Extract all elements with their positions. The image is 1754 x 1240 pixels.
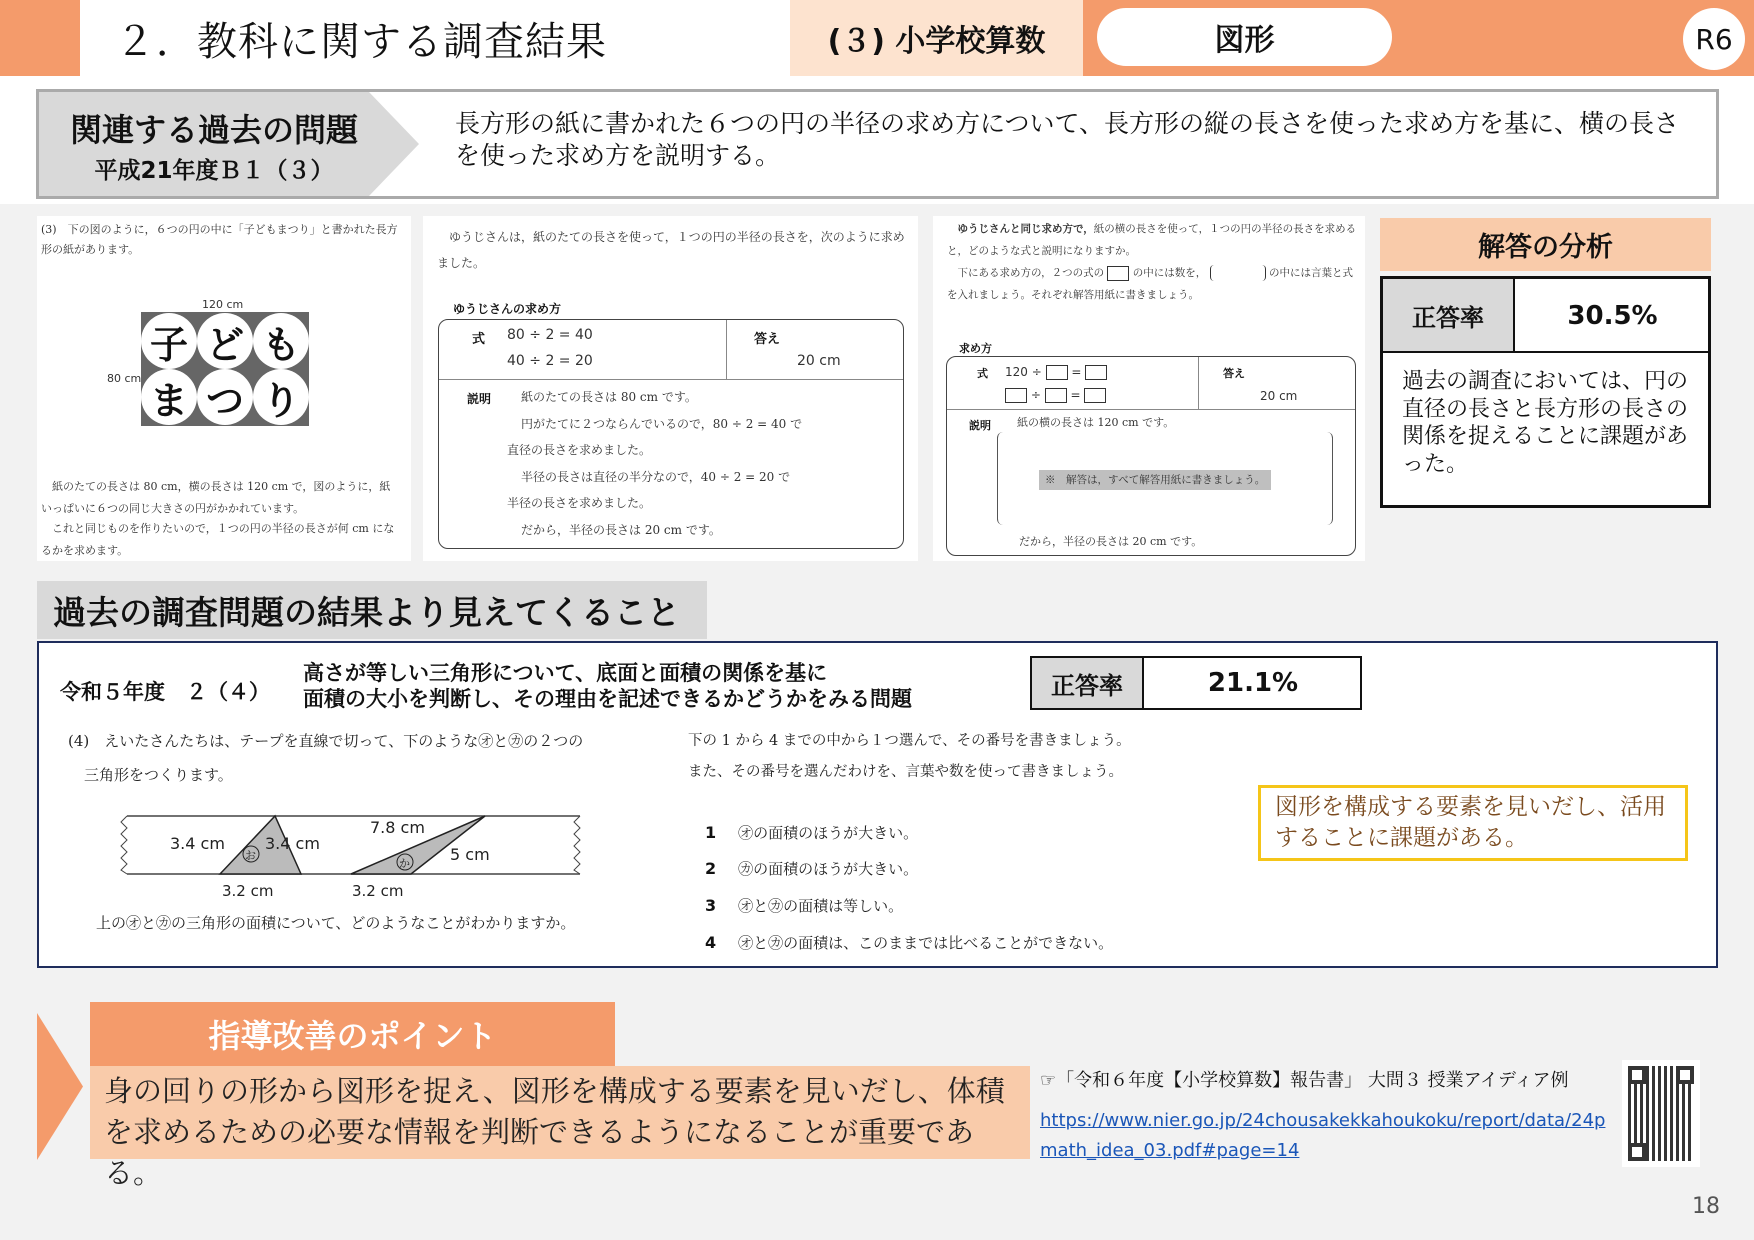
explain-line: だから，半径の長さは 20 cm です。: [521, 523, 721, 537]
method-title: ゆうじさんの求め方: [453, 302, 562, 316]
past-item-description: 高さが等しい三角形について、底面と面積の関係を基に 面積の大小を判断し、その理由を記述できるかどうかをみる問題: [303, 661, 912, 711]
scan-panel-yuji-method: [423, 216, 918, 561]
task-explain-last: だから，半径の長さは 20 cm です。: [1019, 535, 1203, 548]
circle-char: も: [253, 313, 309, 369]
explain-line: 紙のたての長さは 80 cm です。: [521, 390, 697, 404]
svg-text:お: お: [245, 849, 256, 862]
number-blank-icon: [1107, 266, 1129, 281]
answer-blank-icon: [1084, 388, 1106, 403]
svg-text:5 cm: 5 cm: [450, 845, 490, 864]
past-instruction-1: 下の 1 から 4 までの中から１つ選んで、その番号を書きましょう。: [688, 733, 1131, 749]
method-box: [438, 319, 904, 549]
task-instruction-1: 下にある求め方の，２つの式の: [957, 267, 1105, 279]
past-rate-label: 正答率: [1032, 658, 1144, 708]
circle-char: ど: [197, 313, 253, 369]
svg-text:3.2 cm: 3.2 cm: [352, 882, 404, 898]
subject-label: (３) 小学校算数: [790, 0, 1083, 76]
problem-intro: (3) 下の図のように，６つの円の中に「子どもまつり」と書かれた長方形の紙があります。: [41, 223, 398, 256]
formula-2: 40 ÷ 2 = 20: [507, 353, 593, 369]
answer-sheet-note: ※ 解答は，すべて解答用紙に書きましょう。: [1039, 470, 1271, 490]
task-answer-label: 答え: [1223, 367, 1245, 380]
choice-list: [705, 822, 1113, 969]
task-explain-label: 説明: [969, 419, 991, 432]
choice-item: 1 ㋔の面積のほうが大きい。: [705, 823, 919, 842]
past-item-year: 令和５年度 ２（４）: [60, 680, 270, 704]
task-instruction-3: の中には言葉と式を入れましょう。それぞれ解答用紙に書きましょう。: [947, 267, 1353, 301]
svg-text:3.2 cm: 3.2 cm: [222, 882, 274, 898]
category-pill: 図形: [1097, 8, 1392, 66]
circles-figure: [141, 312, 309, 426]
reference-link[interactable]: https://www.nier.go.jp/24chousakekkahoukoku/report/data/24pmath_idea_03.pdf#page=14: [1040, 1110, 1606, 1161]
issue-callout: 図形を構成する要素を見いだし、活用することに課題がある。: [1258, 785, 1688, 861]
correct-rate-value: 30.5%: [1567, 300, 1658, 331]
task-method-box: 式 120 ÷ = ÷ = 答え 20 cm 説明 紙の横の長さは 120 cm です。 ※ 解答は，すべて解答用紙に書きましょう。 だから，半径の長さは 20 cm です。: [946, 356, 1356, 556]
page-title: ２．教科に関する調査結果: [115, 19, 607, 65]
improvement-body: 身の回りの形から図形を捉え、図形を構成する要素を見いだし、体積を求めるための必要な情報を判断できるようになることが重要である。: [90, 1066, 1030, 1159]
yuji-intro: ゆうじさんは，紙のたての長さを使って，１つの円の半径の長さを，次のように求めました。: [437, 230, 905, 270]
answer-blank-icon: [1045, 388, 1067, 403]
svg-text:7.8 cm: 7.8 cm: [370, 818, 425, 837]
task-intro: 紙の横の長さを使って，１つの円の半径の長さを求めると，どのような式と説明になりますか。: [947, 223, 1357, 257]
task-explain-first: 紙の横の長さは 120 cm です。: [1017, 416, 1175, 429]
scan-panel-problem: [37, 216, 411, 561]
choice-item: 4 ㋔と㋕の面積は、このままでは比べることができない。: [705, 933, 1114, 952]
improvement-title: 指導改善のポイント: [90, 1002, 615, 1066]
explain-line: 円がたてに２つならんでいるので，80 ÷ 2 = 40 で: [521, 417, 803, 431]
answer-label: 答え: [754, 332, 781, 347]
past-results-heading: 過去の調査問題の結果より見えてくること: [37, 581, 707, 639]
past-question-line-2: 三角形をつくります。: [84, 766, 233, 784]
past-question-line-3: 上の㋔と㋕の三角形の面積について、どのようなことがわかりますか。: [96, 914, 576, 932]
problem-body-2: これと同じものを作りたいので，１つの円の半径の長さが何 cm になるかを求めます。: [41, 522, 395, 557]
task-answer-value: 20 cm: [1260, 389, 1298, 403]
task-intro-bold: ゆうじさんと同じ求め方で，: [957, 223, 1094, 235]
analysis-title: 解答の分析: [1380, 218, 1711, 271]
explain-line: 半径の長さは直径の半分なので，40 ÷ 2 = 20 で: [521, 470, 791, 484]
task-method-title: 求め方: [959, 342, 992, 355]
circle-char: つ: [197, 369, 253, 425]
task-formula-label: 式: [977, 367, 988, 380]
reference-title: ☞「令和６年度【小学校算数】報告書」 大問３ 授業アイディア例: [1040, 1070, 1569, 1091]
paren-blank-icon: [1210, 265, 1266, 281]
svg-text:3.4 cm: 3.4 cm: [265, 834, 320, 853]
improvement-arrow-icon: [37, 1013, 83, 1160]
task-formula-start: 120 ÷: [1005, 365, 1042, 379]
explain-line: 直径の長さを求めました。: [507, 443, 652, 457]
circle-char: り: [253, 369, 309, 425]
related-question-description: 長方形の紙に書かれた６つの円の半径の求め方について、長方形の縦の長さを使った求め方を基に、横の長さを使った求め方を説明する。: [455, 109, 1680, 170]
analysis-divider: [1380, 351, 1711, 353]
related-question-title: 関連する過去の問題: [69, 111, 358, 149]
past-rate-value: 21.1%: [1207, 668, 1299, 698]
page-number: 18: [1692, 1194, 1720, 1219]
task-instruction-2: の中には数を，: [1132, 267, 1207, 279]
past-question-line-1: (4) えいたさんたちは、テープを直線で切って、下のような㋔と㋕の２つの: [68, 732, 584, 750]
explain-label: 説明: [467, 392, 492, 406]
answer-value: 20 cm: [797, 353, 841, 369]
circle-char: 子: [141, 313, 197, 369]
triangle-tape-figure: [115, 810, 585, 898]
answer-blank-icon: [1085, 365, 1107, 380]
answer-blank-icon: [1046, 365, 1068, 380]
formula-label: 式: [472, 332, 486, 347]
formula-1: 80 ÷ 2 = 40: [507, 327, 593, 343]
svg-text:か: か: [399, 857, 410, 870]
height-label: 80 cm: [107, 372, 142, 385]
explain-line: 半径の長さを求めました。: [507, 496, 652, 510]
past-instruction-2: また、その番号を選んだわけを、言葉や数を使って書きましょう。: [688, 764, 1123, 780]
analysis-comment: 過去の調査においては、円の直径の長さと長方形の長さの関係を捉えることに課題があった。: [1402, 369, 1689, 477]
correct-rate-label: 正答率: [1383, 279, 1515, 352]
problem-body-1: 紙のたての長さは 80 cm，横の長さは 120 cm で，図のように，紙いっぱいに６つの同じ大きさの円がかかれています。: [41, 480, 391, 515]
svg-text:3.4 cm: 3.4 cm: [170, 834, 225, 853]
qr-code-icon: [1622, 1060, 1700, 1167]
scan-panel-task: [933, 216, 1365, 561]
circle-char: ま: [141, 369, 197, 425]
year-badge: R6: [1683, 8, 1745, 70]
width-label: 120 cm: [202, 298, 244, 311]
choice-item: 3 ㋔と㋕の面積は等しい。: [705, 896, 904, 915]
choice-item: 2 ㋕の面積のほうが大きい。: [705, 859, 919, 878]
related-question-code: 平成21年度Ｂ１（３）: [94, 158, 334, 184]
answer-blank-icon: [1005, 388, 1027, 403]
